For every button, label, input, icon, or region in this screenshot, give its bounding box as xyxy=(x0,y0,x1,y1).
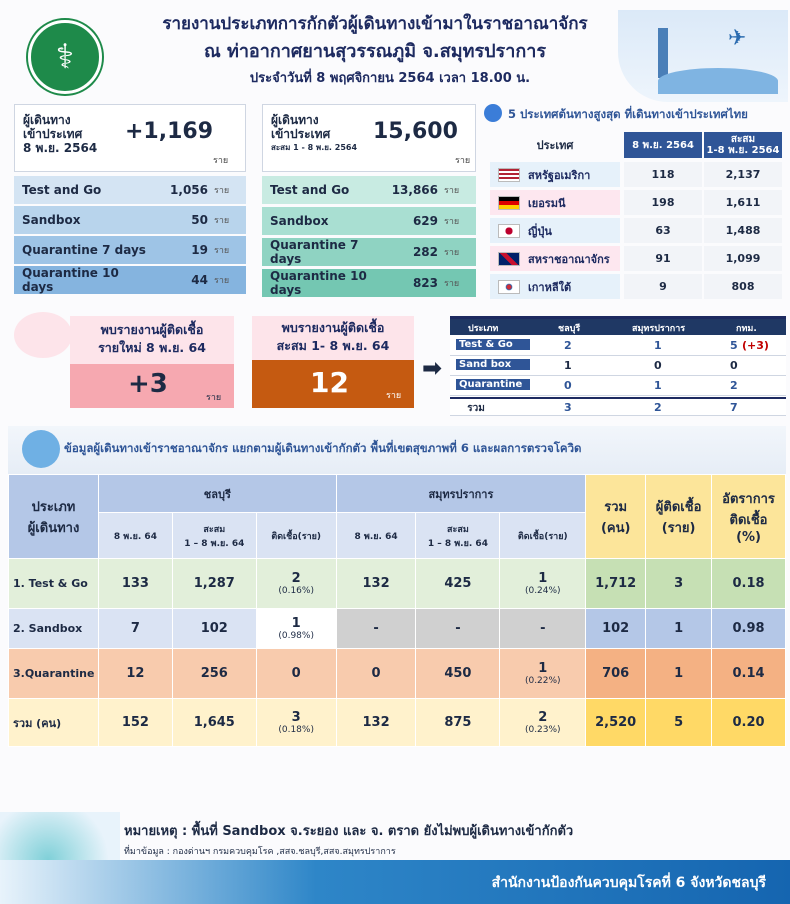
breakdown-value: 13,866 xyxy=(391,183,438,197)
page-subtitle: ณ ท่าอากาศยานสุวรรณภูมิ จ.สมุทรปราการ xyxy=(203,41,547,62)
terminal-icon xyxy=(658,68,778,94)
country-cell xyxy=(490,246,620,271)
breakdown-unit: ราย xyxy=(444,186,460,196)
table-row xyxy=(9,559,786,609)
th-infected-1: ผู้ติดเชื้อ xyxy=(655,499,702,515)
cell-total xyxy=(586,699,646,747)
breakdown-unit: ราย xyxy=(214,276,230,286)
cell-c-inf xyxy=(256,559,336,609)
breakdown-row xyxy=(14,266,246,294)
country-day: 91 xyxy=(624,246,702,271)
cell-c-cum-value: 256 xyxy=(200,666,228,681)
cell-infected-value: 1 xyxy=(674,621,684,636)
cell-c-cum-value: 1,645 xyxy=(193,715,235,730)
province-chonburi: 1 xyxy=(564,359,572,372)
cell-c-inf-pct: (0.18%) xyxy=(278,725,314,735)
cum-infected-label-1: พบรายงานผู้ติดเชื้อ xyxy=(281,320,385,335)
breakdown-unit: ราย xyxy=(444,217,460,227)
breakdown-unit: ราย xyxy=(214,186,230,196)
cell-total-value: 706 xyxy=(602,666,630,681)
country-cum: 1,488 xyxy=(704,218,782,243)
cum-label-3: สะสม 1 - 8 พ.ย. 2564 xyxy=(271,143,358,152)
cell-s-inf-pct: (0.24%) xyxy=(524,586,561,596)
cell-c-cum-value: 102 xyxy=(200,621,228,636)
country-name: เยอรมนี xyxy=(528,196,566,210)
th-total-2: (คน) xyxy=(600,520,631,536)
country-day: 63 xyxy=(624,218,702,243)
th-s-cum-2: 1 – 8 พ.ย. 64 xyxy=(427,538,488,549)
breakdown-value: 282 xyxy=(412,245,438,259)
cum-label-1: ผู้เดินทาง xyxy=(271,113,319,127)
top-countries-panel xyxy=(484,100,786,304)
cell-s-inf-value: 1 xyxy=(538,661,548,676)
daily-total: +1,169 xyxy=(125,119,214,144)
cell-c-day xyxy=(98,699,172,747)
cell-c-inf-value: 3 xyxy=(291,710,301,725)
breakdown-row xyxy=(14,206,246,234)
cell-c-cum-value: 1,287 xyxy=(193,576,235,591)
countries-header-cum-2: 1-8 พ.ย. 2564 xyxy=(706,145,780,156)
country-cell xyxy=(490,274,620,299)
cell-s-day xyxy=(336,649,416,699)
cumulative-arrivals-header xyxy=(262,104,476,172)
cell-s-cum xyxy=(416,699,500,747)
cell-s-day-value: - xyxy=(373,621,379,636)
breakdown-value: 1,056 xyxy=(170,183,208,197)
country-day: 198 xyxy=(624,190,702,215)
cell-s-cum xyxy=(416,649,500,699)
section-header xyxy=(8,426,786,474)
breakdown-value: 19 xyxy=(191,243,208,257)
country-flag-icon xyxy=(498,196,520,210)
cell-c-inf xyxy=(256,649,336,699)
th-c-inf: ติดเชื้อ(ราย) xyxy=(256,513,336,559)
prov-header-type: ประเภท xyxy=(468,324,499,334)
cell-c-inf-pct: (0.98%) xyxy=(278,631,314,641)
cell-c-cum xyxy=(172,609,256,649)
daily-total-unit: ราย xyxy=(213,156,229,166)
country-cum: 1,611 xyxy=(704,190,782,215)
th-infected xyxy=(646,475,712,559)
province-chonburi: 2 xyxy=(564,339,572,352)
province-type: Sand box xyxy=(456,359,530,370)
daily-arrivals-panel xyxy=(14,104,246,300)
cumulative-total: 15,600 xyxy=(373,119,458,144)
cell-total-value: 102 xyxy=(602,621,630,636)
th-samut: สมุทรปราการ xyxy=(336,475,586,513)
cell-rate xyxy=(712,699,786,747)
th-c-cum xyxy=(172,513,256,559)
country-day: 118 xyxy=(624,162,702,187)
caduceus-icon: ⚕ xyxy=(55,37,75,77)
cell-s-cum xyxy=(416,559,500,609)
country-day: 9 xyxy=(624,274,702,299)
cell-c-day xyxy=(98,559,172,609)
country-flag-icon xyxy=(498,280,520,294)
breakdown-value: 823 xyxy=(412,276,438,290)
cell-infected xyxy=(646,649,712,699)
row-label: 2. Sandbox xyxy=(9,609,99,649)
globe-icon xyxy=(484,104,502,122)
cell-rate-value: 0.98 xyxy=(732,621,765,636)
footer-org: สำนักงานป้องกันควบคุมโรคที่ 6 จังหวัดชลบุรี xyxy=(491,875,766,891)
country-cell xyxy=(490,190,620,215)
cell-s-inf xyxy=(500,609,586,649)
cell-total xyxy=(586,559,646,609)
cell-s-day-value: 0 xyxy=(371,666,381,681)
cell-c-day xyxy=(98,649,172,699)
province-row xyxy=(450,357,786,376)
breakdown-label: Quarantine 7 days xyxy=(22,243,146,257)
th-c-cum-2: 1 – 8 พ.ย. 64 xyxy=(184,538,245,549)
cell-c-day-value: 7 xyxy=(130,621,140,636)
th-type xyxy=(9,475,99,559)
breakdown-row xyxy=(262,176,476,204)
cum-infected-label-2: สะสม 1- 8 พ.ย. 64 xyxy=(276,338,390,353)
cell-rate xyxy=(712,609,786,649)
th-s-inf: ติดเชื้อ(ราย) xyxy=(500,513,586,559)
th-total xyxy=(586,475,646,559)
province-chonburi: 3 xyxy=(564,401,572,414)
breakdown-value: 50 xyxy=(191,213,208,227)
country-cum: 808 xyxy=(704,274,782,299)
top-countries-title: 5 ประเทศต้นทางสูงสุด ที่เดินทางเข้าประเทศไทย xyxy=(508,107,748,121)
doctor-icon xyxy=(14,312,72,358)
new-infected-label xyxy=(70,316,234,364)
cell-s-cum-value: 450 xyxy=(444,666,472,681)
th-infected-2: (ราย) xyxy=(661,520,696,536)
cell-s-cum-value: 425 xyxy=(444,576,472,591)
globe-people-icon xyxy=(22,430,60,468)
table-row xyxy=(9,699,786,747)
control-tower-icon xyxy=(658,28,668,78)
country-flag-icon xyxy=(498,168,520,182)
th-type-2: ผู้เดินทาง xyxy=(27,520,80,536)
province-bkk: 5 xyxy=(730,339,738,352)
new-infected-value-box xyxy=(70,364,234,408)
cell-infected xyxy=(646,609,712,649)
country-name: ญี่ปุ่น xyxy=(528,224,552,238)
countries-header-day: 8 พ.ย. 2564 xyxy=(624,132,702,158)
cumulative-infected-panel xyxy=(252,316,414,408)
cell-infected xyxy=(646,699,712,747)
breakdown-row xyxy=(14,236,246,264)
report-date: ประจำวันที่ 8 พฤศจิกายน 2564 เวลา 18.00 น. xyxy=(249,71,531,86)
breakdown-row xyxy=(262,269,476,297)
cell-c-inf-value: 0 xyxy=(291,666,301,681)
cell-total xyxy=(586,649,646,699)
breakdown-label: Sandbox xyxy=(270,214,329,228)
th-s-cum-1: สะสม xyxy=(447,524,469,535)
breakdown-label: Quarantine 10 days xyxy=(270,269,367,297)
cell-total-value: 2,520 xyxy=(595,715,637,730)
cell-total-value: 1,712 xyxy=(595,576,637,591)
cum-label-2: เข้าประเทศ xyxy=(271,127,331,141)
cell-rate-value: 0.14 xyxy=(732,666,765,681)
cell-c-inf-pct: (0.16%) xyxy=(278,586,314,596)
cell-infected-value: 1 xyxy=(674,666,684,681)
breakdown-unit: ราย xyxy=(444,248,460,258)
breakdown-row xyxy=(14,176,246,204)
province-table-header xyxy=(450,319,786,335)
th-chonburi: ชลบุรี xyxy=(98,475,336,513)
cell-infected-value: 5 xyxy=(674,715,684,730)
cell-c-day xyxy=(98,609,172,649)
province-chonburi: 0 xyxy=(564,379,572,392)
airport-illustration xyxy=(618,10,788,102)
cell-c-day-value: 133 xyxy=(121,576,149,591)
country-name: สหราชอาณาจักร xyxy=(528,252,610,266)
cell-s-cum xyxy=(416,609,500,649)
th-type-1: ประเภท xyxy=(31,499,76,515)
province-samut: 2 xyxy=(654,401,662,414)
province-type: รวม xyxy=(467,403,485,414)
arrow-right-icon: ➡ xyxy=(422,354,443,382)
new-infected-label-2: รายใหม่ 8 พ.ย. 64 xyxy=(98,340,206,355)
countries-header-country: ประเทศ xyxy=(536,139,574,152)
breakdown-value: 44 xyxy=(191,273,208,287)
cell-rate xyxy=(712,649,786,699)
province-bkk-extra: (+3) xyxy=(742,339,769,352)
cell-s-day xyxy=(336,699,416,747)
th-c-day: 8 พ.ย. 64 xyxy=(98,513,172,559)
cell-s-inf-value: 1 xyxy=(538,571,548,586)
cell-total xyxy=(586,609,646,649)
daily-label-1: ผู้เดินทาง xyxy=(23,113,71,127)
province-samut: 1 xyxy=(654,379,662,392)
th-rate xyxy=(712,475,786,559)
province-row xyxy=(450,397,786,416)
country-cum: 1,099 xyxy=(704,246,782,271)
country-flag-icon xyxy=(498,252,520,266)
section-title: ข้อมูลผู้เดินทางเข้าราชอาณาจักร แยกตามผู้เดินทางเข้ากักตัว พื้นที่เขตสุขภาพที่ 6 และผลการตรวจโควิด xyxy=(64,441,582,455)
cell-s-inf-value: 2 xyxy=(538,710,548,725)
moph-logo xyxy=(28,20,102,94)
daily-label-2: เข้าประเทศ xyxy=(23,127,83,141)
row-label: 1. Test & Go xyxy=(9,559,99,609)
province-row xyxy=(450,377,786,396)
cell-c-inf-value: 1 xyxy=(291,616,301,631)
cell-c-cum xyxy=(172,559,256,609)
cell-rate-value: 0.20 xyxy=(732,715,765,730)
new-infected-value: +3 xyxy=(128,369,168,399)
cell-s-day xyxy=(336,609,416,649)
cell-s-inf xyxy=(500,649,586,699)
cell-s-inf xyxy=(500,559,586,609)
th-s-cum xyxy=(416,513,500,559)
cell-rate-value: 0.18 xyxy=(732,576,765,591)
countries-header-cum xyxy=(704,132,782,158)
cell-s-cum-value: - xyxy=(455,621,461,636)
country-name: สหรัฐอเมริกา xyxy=(528,168,591,182)
cum-infected-value-box xyxy=(252,360,414,408)
new-infected-unit: ราย xyxy=(206,393,222,403)
cell-c-inf-value: 2 xyxy=(291,571,301,586)
breakdown-row xyxy=(262,207,476,235)
province-bkk: 2 xyxy=(730,379,738,392)
cell-c-day-value: 152 xyxy=(121,715,149,730)
breakdown-unit: ราย xyxy=(444,279,460,289)
table-row xyxy=(9,649,786,699)
province-bkk: 7 xyxy=(730,401,738,414)
cum-infected-unit: ราย xyxy=(386,391,402,401)
country-name: เกาหลีใต้ xyxy=(528,280,572,294)
cell-s-day-value: 132 xyxy=(362,715,390,730)
table-row xyxy=(9,609,786,649)
cell-s-day-value: 132 xyxy=(362,576,390,591)
row-label: รวม (คน) xyxy=(9,699,99,747)
main-data-table xyxy=(8,474,786,747)
prov-header-bkk: กทม. xyxy=(736,324,757,334)
cum-infected-label xyxy=(252,316,414,360)
th-s-day: 8 พ.ย. 64 xyxy=(336,513,416,559)
breakdown-label: Sandbox xyxy=(22,213,81,227)
daily-arrivals-header xyxy=(14,104,246,172)
note-text: หมายเหตุ : พื้นที่ Sandbox จ.ระยอง และ จ. ตราด ยังไม่พบผู้เดินทางเข้ากักตัว xyxy=(124,824,574,839)
cum-infected-value: 12 xyxy=(310,366,349,399)
source-text: ที่มาข้อมูล : กองด่านฯ กรมควบคุมโรค ,สสจ.ชลบุรี,สสจ.สมุทรปราการ xyxy=(124,847,396,857)
breakdown-label: Test and Go xyxy=(22,183,102,197)
breakdown-label: Quarantine 7 days xyxy=(270,238,359,266)
cell-infected xyxy=(646,559,712,609)
cell-s-cum-value: 875 xyxy=(444,715,472,730)
cumulative-total-unit: ราย xyxy=(455,156,471,166)
daily-label-3: 8 พ.ย. 2564 xyxy=(23,141,98,155)
breakdown-unit: ราย xyxy=(214,246,230,256)
cell-s-inf-pct: (0.23%) xyxy=(524,725,561,735)
province-infected-table xyxy=(450,316,786,416)
new-infected-label-1: พบรายงานผู้ติดเชื้อ xyxy=(100,322,204,337)
country-cum: 2,137 xyxy=(704,162,782,187)
breakdown-label: Test and Go xyxy=(270,183,350,197)
cell-infected-value: 3 xyxy=(674,576,684,591)
province-type: Quarantine xyxy=(456,379,530,390)
breakdown-value: 629 xyxy=(412,214,438,228)
cell-c-cum xyxy=(172,649,256,699)
cell-c-cum xyxy=(172,699,256,747)
row-label: 3.Quarantine xyxy=(9,649,99,699)
province-type: Test & Go xyxy=(456,339,530,350)
cell-c-day-value: 12 xyxy=(126,666,145,681)
province-samut: 1 xyxy=(654,339,662,352)
page-title: รายงานประเภทการกักตัวผู้เดินทางเข้ามาในราชอาณาจักร xyxy=(162,14,588,34)
country-cell xyxy=(490,218,620,243)
cell-c-inf xyxy=(256,609,336,649)
breakdown-unit: ราย xyxy=(214,216,230,226)
province-row xyxy=(450,337,786,356)
countries-header-cum-1: สะสม xyxy=(730,134,756,145)
cell-s-inf-value: - xyxy=(540,621,546,636)
th-total-1: รวม xyxy=(604,499,628,515)
breakdown-row xyxy=(262,238,476,266)
cell-s-inf xyxy=(500,699,586,747)
prov-header-samut: สมุทรปราการ xyxy=(632,324,686,334)
th-rate-2: ติดเชื้อ xyxy=(729,513,768,528)
country-flag-icon xyxy=(498,224,520,238)
new-infected-panel xyxy=(14,312,236,408)
prov-header-chonburi: ชลบุรี xyxy=(558,324,581,334)
cell-rate xyxy=(712,559,786,609)
country-cell xyxy=(490,162,620,187)
cell-c-inf xyxy=(256,699,336,747)
province-samut: 0 xyxy=(654,359,662,372)
breakdown-label: Quarantine 10 days xyxy=(22,266,119,294)
th-rate-3: (%) xyxy=(736,530,761,545)
cumulative-arrivals-panel xyxy=(262,104,476,308)
cell-s-inf-pct: (0.22%) xyxy=(524,676,561,686)
province-bkk: 0 xyxy=(730,359,738,372)
th-c-cum-1: สะสม xyxy=(203,524,226,535)
th-rate-1: อัตราการ xyxy=(722,492,775,507)
airplane-icon: ✈ xyxy=(728,26,747,51)
cell-s-day xyxy=(336,559,416,609)
